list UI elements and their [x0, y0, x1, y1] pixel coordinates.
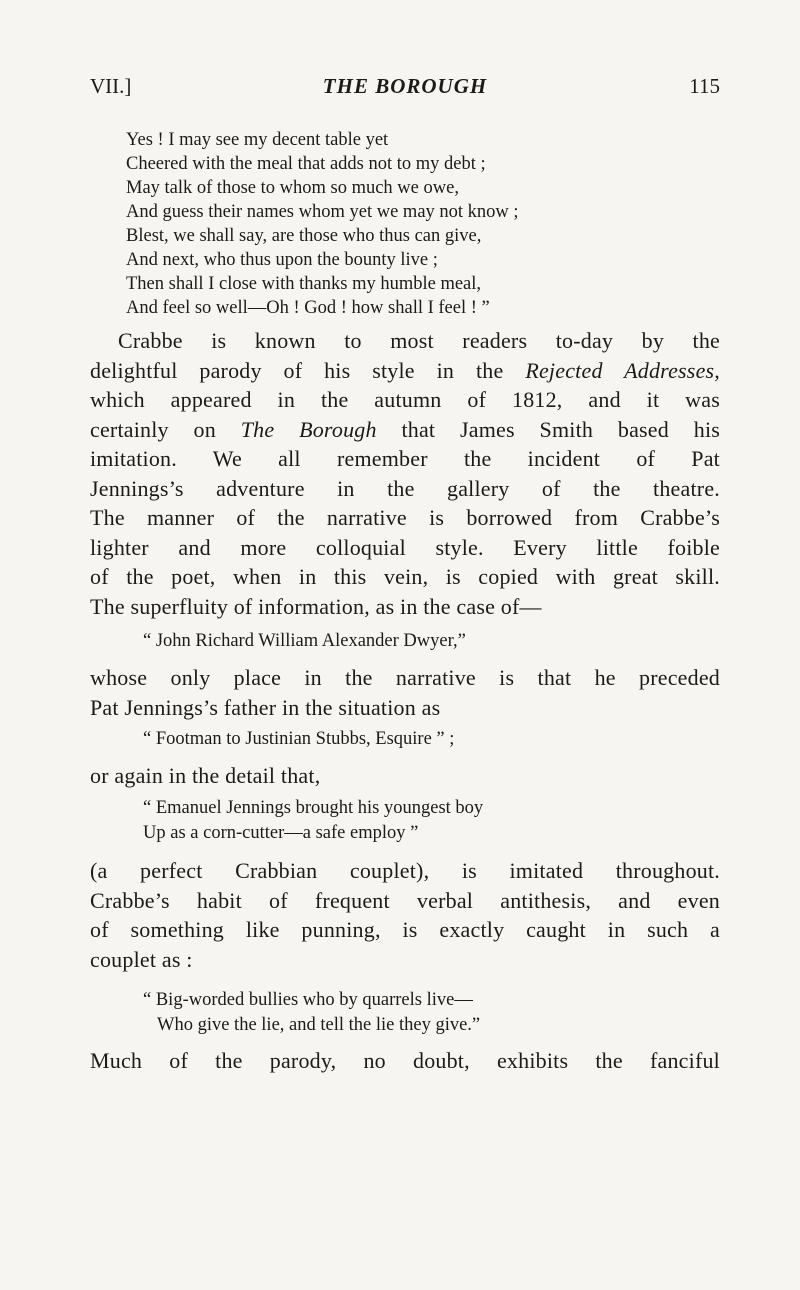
quote-line: “ Big-worded bullies who by quarrels live—: [143, 990, 473, 1010]
quote-line: Who give the lie, and tell the lie they give.”: [157, 1015, 481, 1035]
quote-line: Up as a corn-cutter—a safe employ ”: [143, 823, 419, 843]
text-line: couplet as :: [90, 946, 193, 972]
text-line: delightful parody of his style in the Rejected Addresses,: [90, 357, 720, 383]
text-line: lighter and more colloquial style. Every little foible: [90, 534, 720, 560]
text-line: The manner of the narrative is borrowed from Crabbe’s: [90, 505, 720, 530]
text-line: Much of the parody, no doubt, exhibits the fanciful: [90, 1048, 720, 1073]
verse-line: And guess their names whom yet we may not know ;: [126, 202, 519, 222]
text-line: Crabbe is known to most readers to-day by the: [118, 328, 720, 353]
quote-line: “ Emanuel Jennings brought his youngest boy: [143, 798, 484, 818]
verse-line: And next, who thus upon the bounty live ;: [126, 250, 438, 270]
verse-block-top: [126, 128, 519, 320]
verse-line: Blest, we shall say, are those who thus can give,: [126, 226, 482, 246]
paragraph-1: [90, 326, 720, 621]
page-number: 115: [689, 74, 720, 98]
italic-title: The Borough: [240, 416, 377, 442]
text-line: of something like punning, is exactly caught in such a: [90, 917, 720, 942]
text-line: or again in the detail that,: [90, 763, 321, 788]
paragraph-2: [90, 663, 720, 722]
text-line: Jennings’s adventure in the gallery of the theatre.: [90, 475, 720, 501]
verse-line: Then shall I close with thanks my humble meal,: [126, 274, 482, 294]
text-line: Crabbe’s habit of frequent verbal antithesis, and even: [90, 887, 720, 913]
quote-3: [143, 796, 483, 846]
text-line: which appeared in the autumn of 1812, and it was: [90, 387, 720, 412]
text-line: (a perfect Crabbian couplet), is imitated throughout.: [90, 858, 720, 883]
paragraph-4: [90, 856, 720, 974]
verse-line: Yes ! I may see my decent table yet: [126, 130, 389, 150]
text-line: certainly on The Borough that James Smith based his: [90, 416, 721, 442]
running-title: THE BOROUGH: [322, 74, 488, 98]
quote-4: [143, 988, 480, 1038]
paragraph-3: [90, 761, 720, 791]
italic-title: Rejected Addresses,: [525, 357, 720, 383]
text-line: of the poet, when in this vein, is copied with great skill.: [90, 564, 720, 589]
verse-line: And feel so well—Oh ! God ! how shall I feel ! ”: [126, 298, 490, 318]
text-line: Pat Jennings’s father in the situation as: [90, 694, 441, 720]
chapter-marker: VII.]: [90, 74, 132, 98]
running-header: [90, 74, 720, 104]
text-line: whose only place in the narrative is that he preceded: [90, 665, 720, 690]
quote-2: “ Footman to Justinian Stubbs, Esquire ” ;: [143, 729, 455, 749]
text-line: The superfluity of information, as in the case of—: [90, 593, 542, 619]
verse-line: May talk of those to whom so much we owe,: [126, 178, 459, 198]
quote-1: “ John Richard William Alexander Dwyer,”: [143, 631, 466, 651]
paragraph-5: [90, 1046, 720, 1076]
text-line: imitation. We all remember the incident of Pat: [90, 446, 720, 471]
verse-line: Cheered with the meal that adds not to my debt ;: [126, 154, 486, 174]
